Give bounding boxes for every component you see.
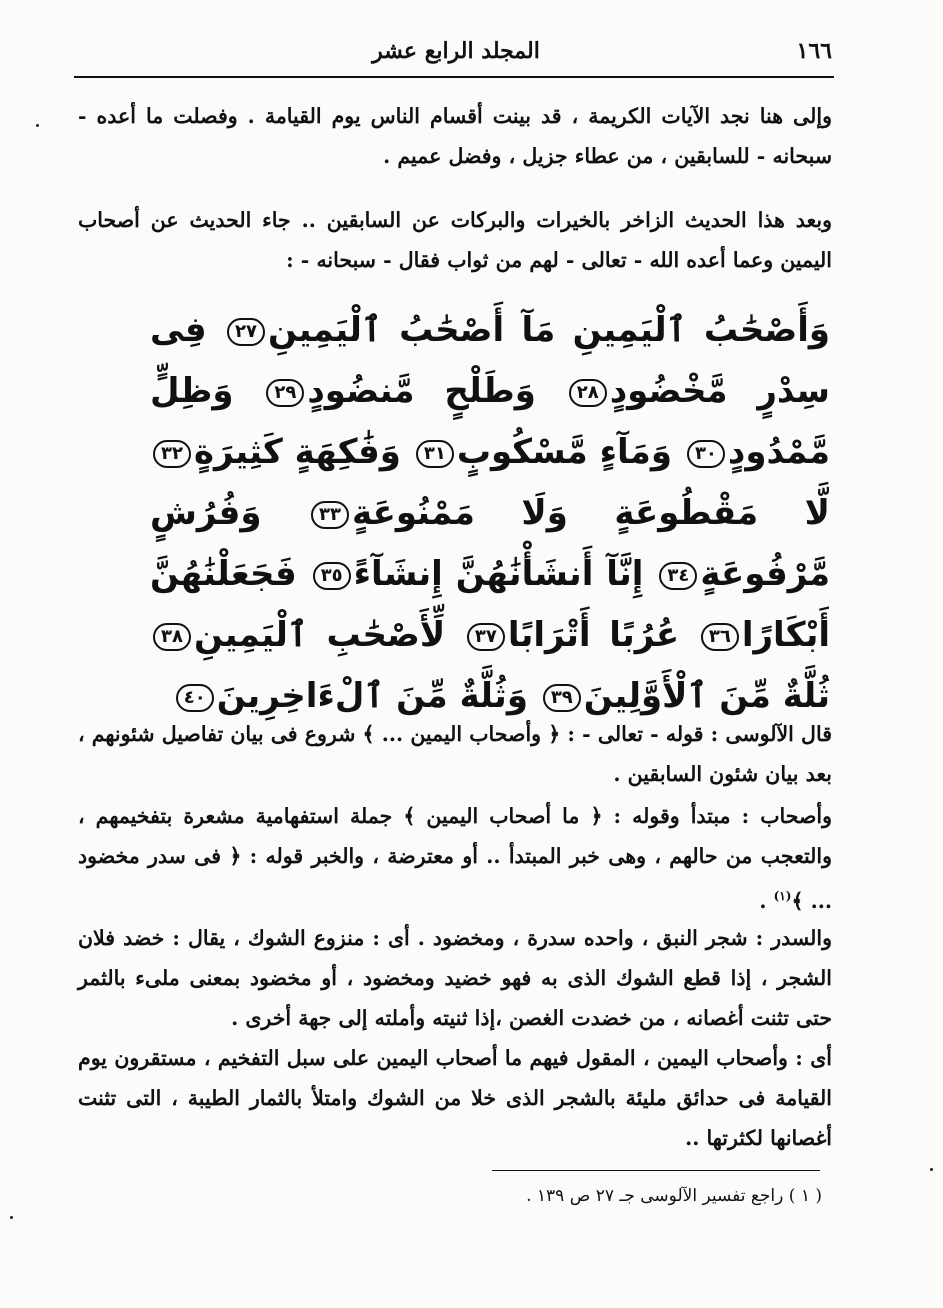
ayah-number-marker: ٣٦ — [701, 623, 739, 651]
verse-text: وَطَلْحٍ مَّنضُودٍ — [307, 371, 536, 411]
ayah-number-marker: ٣١ — [416, 440, 454, 468]
quran-verses-block — [150, 300, 830, 727]
ayah-number-marker: ٣٨ — [153, 623, 191, 651]
page-number: ١٦٦ — [796, 38, 832, 64]
verse-text: لِّأَصْحَٰبِ ٱلْيَمِينِ — [193, 615, 446, 655]
scan-speck — [10, 1216, 13, 1219]
verse-text: وَظِلٍّ مَّمْدُودٍ — [150, 371, 830, 472]
intro-paragraph-1: وإلى هنا نجد الآيات الكريمة ، قد بينت أقسام الناس يوم القيامة . وفصلت ما أعده - سبحانه - للسابقين ، من عطاء جزيل ، وفضل عميم . — [78, 104, 832, 168]
commentary-paragraph-4: أى : وأصحاب اليمين ، المقول فيهم ما أصحاب اليمين على سبل التفخيم ، مستقرون يوم القيامة فى حدائق مليئة بالشجر الذى خلا من الشوك وامتلأ بالثمار الطيبة ، التى تثنت أغصانها لكثرتها .. — [78, 1046, 832, 1150]
footnote-reference: (١) — [773, 889, 792, 903]
ayah-number-marker: ٣٩ — [543, 684, 581, 712]
running-title: المجلد الرابع عشر — [372, 38, 540, 64]
ayah-number-marker: ٣٧ — [467, 623, 505, 651]
page-header — [80, 38, 832, 74]
verse-text: وَفُرُشٍ مَّرْفُوعَةٍ — [150, 493, 830, 594]
ayah-number-marker: ٣٤ — [659, 562, 697, 590]
ayah-number-marker: ٣٥ — [313, 562, 351, 590]
verse-text: ثُلَّةٌ مِّنَ ٱلْأَوَّلِينَ — [583, 676, 830, 716]
verse-text: إِنَّآ أَنشَأْنَٰهُنَّ إِنشَآءً — [353, 554, 644, 594]
commentary-paragraph-2 — [78, 796, 832, 921]
verse-text: فِى سِدْرٍ مَّخْضُودٍ — [150, 310, 830, 411]
verse-text: عُرُبًا أَتْرَابًا — [507, 615, 680, 655]
verse-text: فَجَعَلْنَٰهُنَّ أَبْكَارًا — [150, 554, 830, 655]
commentary-paragraph-3: والسدر : شجر النبق ، واحده سدرة ، ومخضود . أى : منزوع الشوك ، يقال : خضد فلان الشجر ، إذا قطع الشوك الذى به فهو خضيد ومخضود ، أو مخضود بمعنى ملىء بالثمر حتى تثنت أغصانه ، من خضدت الغصن ،إذا ثنيته وأملته إلى جهة أخرى . — [78, 926, 832, 1030]
footnote-rule — [492, 1170, 820, 1171]
header-rule — [74, 76, 834, 78]
commentary-paragraph-1: قال الآلوسى : قوله - تعالى - : ﴿ وأصحاب اليمين ... ﴾ شروع فى بيان تفاصيل شئونهم ، بعد بيان شئون السابقين . — [78, 722, 832, 786]
verse-text: وَفَٰكِهَةٍ كَثِيرَةٍ — [193, 432, 401, 472]
ayah-number-marker: ٣٠ — [687, 440, 725, 468]
verse-text: وَثُلَّةٌ مِّنَ ٱلْءَاخِرِينَ — [216, 676, 528, 716]
ayah-number-marker: ٢٨ — [569, 379, 607, 407]
commentary-paragraph-2-end: . — [759, 888, 774, 913]
ayah-number-marker: ٣٢ — [153, 440, 191, 468]
footnote: ( ١ ) راجع تفسير الآلوسى جـ ٢٧ ص ١٣٩ . — [526, 1186, 822, 1206]
scan-speck — [36, 124, 39, 127]
verse-text: وَأَصْحَٰبُ ٱلْيَمِينِ مَآ أَصْحَٰبُ ٱلْيَمِينِ — [268, 310, 830, 350]
ayah-number-marker: ٢٧ — [227, 318, 265, 346]
ayah-number-marker: ٣٣ — [311, 501, 349, 529]
verse-text: لَّا مَقْطُوعَةٍ وَلَا مَمْنُوعَةٍ — [351, 493, 831, 533]
ayah-number-marker: ٢٩ — [266, 379, 304, 407]
ayah-number-marker: ٤٠ — [176, 684, 214, 712]
commentary-paragraph-2-text: وأصحاب : مبتدأ وقوله : ﴿ ما أصحاب اليمين ﴾ جملة استفهامية مشعرة بتفخيمهم ، والتعجب من حالهم ، وهى خبر المبتدأ .. أو معترضة ، والخبر قوله : ﴿ فى سدر مخضود ... ﴾ — [78, 804, 832, 913]
scan-speck — [930, 1168, 933, 1171]
verse-text: وَمَآءٍ مَّسْكُوبٍ — [456, 432, 672, 472]
intro-paragraph-2: وبعد هذا الحديث الزاخر بالخيرات والبركات عن السابقين .. جاء الحديث عن أصحاب اليمين وعما أعده الله - تعالى - لهم من ثواب فقال - سبحانه - : — [78, 208, 832, 272]
